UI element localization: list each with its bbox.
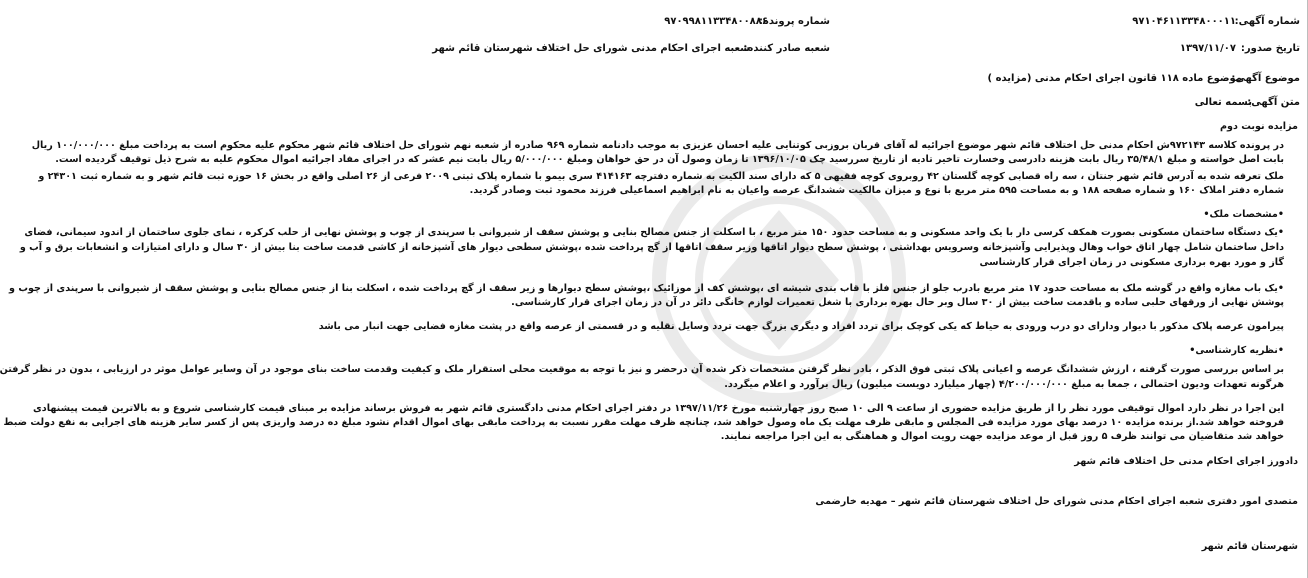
body-line: ملک تعرفه شده به آدرس قائم شهر جنتان ، سه راه قصابی کوچه گلستان ۴۲ روبروی کوچه فقیهی ۵ که دارای سند الکیت به شماره دفترچه ۴۱۴۱۶۳ سری بیمو با شماره پلاک ثبتی ۲۰۰۹ فرعی از ۲۶ اصلی واقع در بخش ۱۶ حوزه ثبت قائم شهر و به شماره ثبت ۲۴۳۰۱ و xyxy=(38,171,1284,182)
basmala: بسمه تعالی xyxy=(1194,97,1252,108)
notice-number: ۹۷۱۰۴۶۱۱۳۳۴۸۰۰۰۱۱ xyxy=(1132,16,1236,27)
notice-number-label: شماره آگهی: xyxy=(1234,16,1300,27)
body-line: پوشش نهایی از ورقهای حلبی ساده و باقدمت ساخت بیش از ۳۰ سال وبر حال بهره برداری با شغل تعمیرات لوازم خانگی دائر در آن در زمان اجرای قرار کارشناسی. xyxy=(511,297,1284,308)
text-label: متن آگهی: xyxy=(1247,97,1300,108)
file-number-label: شماره پرونده: xyxy=(758,16,830,27)
issuer-label: شعبه صادر کننده: xyxy=(743,43,830,54)
subject-label: موضوع آگهی: xyxy=(1231,73,1300,84)
body-line: خواهد شد متقاضیان می توانند ظرف ۵ روز قبل از موعد مزایده جهت رویت اموال و هماهنگی به این اجرا مراجعه نمایند. xyxy=(720,431,1284,442)
body-line: شماره دفتر املاک ۱۶۰ و شماره صفحه ۱۸۸ و به مساحت ۵۹۵ متر مربع با نوع و میزان مالکیت ششدانگ عرصه واعیان به نام ابراهیم اسماعیلی فرزند محمود ثبت وصادر گردید. xyxy=(469,185,1284,196)
body-line: داخل ساختمان شامل چهار اتاق خواب وهال وپذیرایی وآشپزخانه وسرویس بهداشتی ، پوشش سطح دیوار اتاقها وزیر سقف اتاقها از گچ پرداخت شده ،پوشش سطحی دیوار های آشپزخانه از کاشی قدمت ساخت بنا بیش از ۳۰ سال و دارای امتیازات و انشعابات برق و آب و xyxy=(19,242,1284,253)
signature-clerk: متصدی امور دفتری شعبه اجرای احکام مدنی شورای حل اختلاف شهرستان قائم شهر – مهدیه خارضمی xyxy=(815,496,1298,507)
property-specs-heading: •مشخصات ملک• xyxy=(1203,209,1284,220)
body-line: گاز و مورد بهره برداری مسکونی در زمان اجرای قرار کارشناسی xyxy=(979,257,1284,268)
body-line: در پرونده کلاسه ۹۷۲۱۴۳ش احکام مدنی حل اختلاف قائم شهر موضوع اجرائیه له آقای قربان بروزبی کوتنایی علیه احسان عزیزی به موجب دادنامه شماره ۹۶۹ صادره از شعبه نهم شورای حل اختلاف قائم شهر محکوم علیه محکوم است به پرداخت مبلغ ۱۰۰/۰۰۰/۰۰۰ ریال xyxy=(31,140,1284,151)
signature-bailiff: دادورز اجرای احکام مدنی حل اختلاف قائم شهر xyxy=(1074,456,1298,467)
signature-city: شهرستان قائم شهر xyxy=(1201,541,1298,552)
body-line: فروخته خواهد شد.از برنده مزایده ۱۰ درصد بهای مورد مزایده فی المجلس و مابقی ظرف مهلت یک ماه وصول خواهد شد، چنانچه ظرف مهلت مقرر نسبت به پرداخت مابقی بهای اموال اقدام نشود مبلغ ده درصد واریزی پس از کسر سایر هزینه های اجرایی به نفع دولت ضبط xyxy=(3,417,1284,428)
subject-value: موضوع ماده ۱۱۸ قانون اجرای احکام مدنی (مزایده ) xyxy=(987,73,1242,84)
issue-date: ۱۳۹۷/۱۱/۰۷ xyxy=(1179,43,1236,54)
body-line: •یک باب مغازه واقع در گوشه ملک به مساحت حدود ۱۷ متر مربع بادرب جلو از جنس فلز با قاب بندی شیشه ای ،پوشش کف از موزائیک ،پوشش سطح دیوارها و زیر سقف از گچ پرداخت شده ، اسکلت بنا از جنس مصالح بنایی و پوشش سقف از شیروانی با سرپندی از چوب و xyxy=(9,283,1284,294)
body-line: •یک دستگاه ساختمان مسکونی بصورت همکف کرسی دار با یک واحد مسکونی و به مساحت حدود ۱۵۰ متر مربع ، با اسکلت از جنس مصالح بنایی و پوشش سقف از شیروانی با سرپندی از چوب و پوشش نهایی از حلب کرکره ، نمای جلوی ساختمان از اندود سیمانی، فضای xyxy=(24,227,1284,238)
issuer-name: شعبه اجرای احکام مدنی شورای حل اختلاف شهرستان قائم شهر xyxy=(432,43,750,54)
body-line: پیرامون عرصه پلاک مذکور با دیوار ودارای دو درب ورودی به حیاط که یکی کوچک برای تردد افراد و دیگری بزرگ جهت تردد وسایل نقلیه و در قسمتی از عرصه واقع در پشت مغازه فضایی جهت انبار می باشد xyxy=(318,321,1284,332)
file-number: ۹۷۰۹۹۸۱۱۳۳۴۸۰۰۸۸۶ xyxy=(664,16,768,27)
body-line: بابت اصل خواسته و مبلغ ۳۵/۴۸/۱ ریال بابت هزینه دادرسی وخسارت تاخیر تادیه از تاریخ سررسید چک ۱۳۹۶/۱۰/۰۵ تا زمان وصول آن در حق خواهان ومبلغ ۵/۰۰۰/۰۰۰ ریال بابت نیم عشر که در اجرای مفاد اجرائیه اموال محکوم علیه به شرح ذیل توقیف گردیده است. xyxy=(55,154,1284,165)
issue-date-label: تاریخ صدور: xyxy=(1240,43,1300,54)
auction-heading: مزایده نوبت دوم xyxy=(1220,121,1298,132)
body-line: هرگونه تعهدات ودیون احتمالی ، جمعا به مبلغ ۴/۲۰۰/۰۰۰/۰۰۰ (چهار میلیارد دویست میلیون) ریال برآورد و اعلام میگردد. xyxy=(724,379,1284,390)
expert-opinion-heading: •نظریه کارشناسی• xyxy=(1189,345,1284,356)
body-line: این اجرا در نظر دارد اموال توقیفی مورد نظر را از طریق مزایده حضوری از ساعت ۹ الی ۱۰ صبح روز چهارشنبه مورخ ۱۳۹۷/۱۱/۲۶ در دفتر اجرای احکام مدنی دادگستری قائم شهر به فروش برساند مزایده بر مبنای قیمت کارشناسی شروع و به بالاترین قیمت پیشنهادی xyxy=(33,403,1284,414)
body-line: بر اساس بررسی صورت گرفته ، ارزش ششدانگ عرصه و اعیانی پلاک ثبتی فوق الذکر ، بادر نظر گرفتن مشخصات ذکر شده آن درحضر و نیز با توجه به موقعیت محلی استقرار ملک و کیفیت وقدمت ساخت بنای موجود در آن وسایر عوامل موثر در ارزیابی ، بدون در نظر گرفتن xyxy=(0,364,1284,375)
